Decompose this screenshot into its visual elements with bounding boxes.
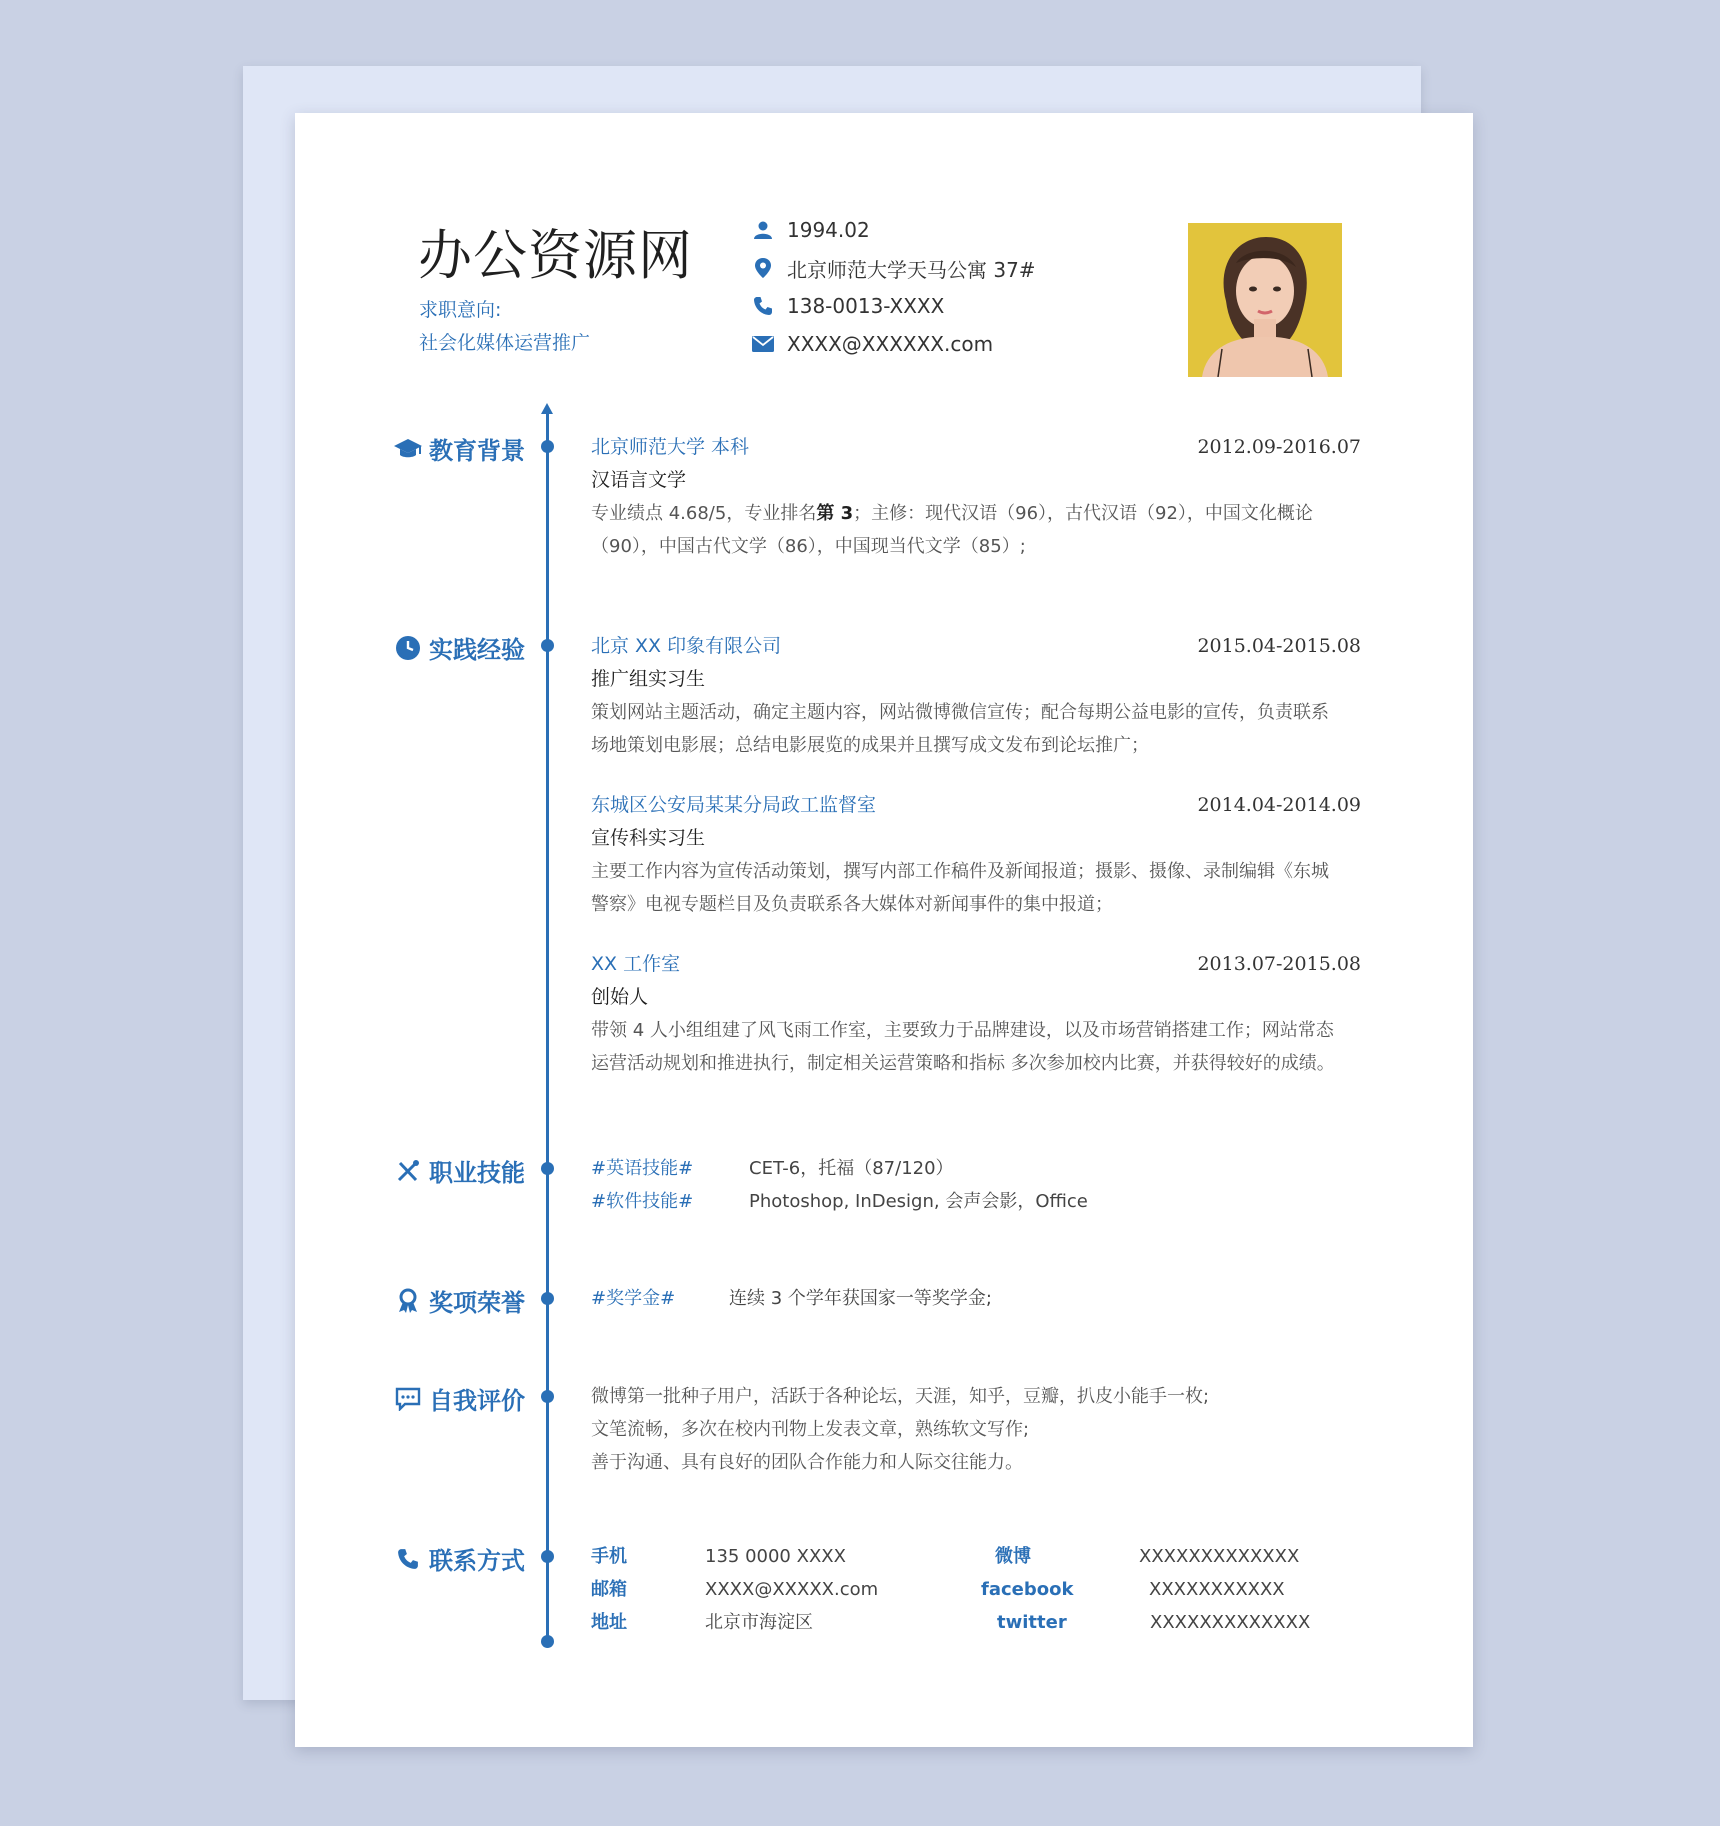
company-name: 东城区公安局某某分局政工监督室 (591, 794, 877, 816)
contact-key: 邮箱 (591, 1579, 627, 1600)
section-skills-label: 职业技能 (429, 1159, 525, 1187)
birth-row (751, 211, 1036, 249)
resume-page (295, 113, 1473, 1747)
contact-value: XXXX@XXXXX.com (705, 1579, 879, 1600)
practice-entry (591, 629, 1371, 762)
practice-date: 2013.07-2015.08 (1197, 953, 1361, 975)
education-description: 专业绩点 4.68/5，专业排名第 3；主修：现代汉语（96），古代汉语（92），中国文化概论 （90），中国古代文学（86），中国现当代文学（85）; (591, 503, 1313, 557)
phone-row (751, 287, 1036, 325)
major: 汉语言文学 (591, 469, 687, 491)
location-pin-icon (751, 256, 775, 280)
contact-value: 北京市海淀区 (705, 1612, 813, 1633)
section-education-label: 教育背景 (429, 437, 525, 465)
practice-entry (591, 947, 1371, 1080)
section-contact-title (355, 1541, 525, 1576)
section-awards-title (355, 1283, 525, 1318)
award-tag: #奖学金# (591, 1288, 676, 1309)
job-role: 宣传科实习生 (591, 827, 706, 849)
award-row (591, 1282, 992, 1315)
school-name: 北京师范大学 本科 (591, 436, 750, 458)
profile-photo (1188, 223, 1342, 377)
company-name: 北京 XX 印象有限公司 (591, 635, 782, 657)
section-self-eval-title (355, 1381, 525, 1416)
section-awards-label: 奖项荣誉 (429, 1289, 525, 1317)
timeline-dot (541, 1292, 554, 1305)
rank-highlight: 第 3 (816, 503, 854, 524)
contact-key: 地址 (591, 1612, 627, 1633)
skill-tag: #英语技能# (591, 1158, 694, 1179)
contact-value: XXXXXXXXXXX (1149, 1579, 1285, 1600)
job-intent-label: 求职意向: (419, 299, 502, 321)
self-eval-line: 微博第一批种子用户，活跃于各种论坛，天涯，知乎，豆瓣，扒皮小能手一枚; (591, 1386, 1210, 1407)
phone-icon (751, 294, 775, 318)
job-role: 推广组实习生 (591, 668, 706, 690)
contact-row (591, 1573, 1351, 1606)
birth-date: 1994.02 (787, 218, 870, 242)
contact-key: 微博 (995, 1546, 1031, 1567)
education-date: 2012.09-2016.07 (1197, 436, 1361, 458)
clock-icon (393, 633, 423, 663)
practice-date: 2015.04-2015.08 (1197, 635, 1361, 657)
skill-tag: #软件技能# (591, 1191, 694, 1212)
skill-row (591, 1152, 954, 1185)
practice-description: 主要工作内容为宣传活动策划，撰写内部工作稿件及新闻报道；摄影、摄像、录制编辑《东城 警察》电视专题栏目及负责联系各大媒体对新闻事件的集中报道； (591, 861, 1329, 915)
practice-description: 策划网站主题活动，确定主题内容，网站微博微信宣传；配合每期公益电影的宣传，负责联系 场地策划电影展；总结电影展览的成果并且撰写成文发布到论坛推广； (591, 702, 1329, 756)
section-contact-label: 联系方式 (429, 1547, 525, 1575)
timeline-dot (541, 1162, 554, 1175)
skill-value: Photoshop, InDesign, 会声会影，Office (749, 1191, 1088, 1212)
company-name: XX 工作室 (591, 953, 681, 975)
contact-row (591, 1606, 1351, 1639)
job-intent-value: 社会化媒体运营推广 (419, 332, 591, 354)
address: 北京师范大学天马公寓 37# (787, 257, 1036, 282)
timeline-dot (541, 1550, 554, 1563)
phone-icon (393, 1544, 423, 1574)
chat-bubble-icon (393, 1384, 423, 1414)
address-row (751, 249, 1036, 287)
award-value: 连续 3 个学年获国家一等奖学金; (729, 1288, 992, 1309)
phone-number: 138-0013-XXXX (787, 294, 945, 318)
timeline-end-dot (541, 1635, 554, 1648)
self-eval-line: 善于沟通、具有良好的团队合作能力和人际交往能力。 (591, 1452, 1023, 1473)
self-eval-line: 文笔流畅，多次在校内刊物上发表文章，熟练软文写作; (591, 1419, 1030, 1440)
award-ribbon-icon (393, 1286, 423, 1316)
contact-key: 手机 (591, 1546, 627, 1567)
section-practice-label: 实践经验 (429, 636, 525, 664)
timeline-dot (541, 440, 554, 453)
section-practice-title (355, 630, 525, 665)
email-address: XXXX@XXXXXX.com (787, 332, 994, 356)
skill-row (591, 1185, 1088, 1218)
candidate-name: 办公资源网 (418, 224, 693, 287)
education-entry (591, 430, 1371, 563)
contact-key: twitter (997, 1612, 1067, 1633)
skill-value: CET-6，托福（87/120） (749, 1158, 954, 1179)
contact-table (591, 1540, 1351, 1639)
timeline-line (546, 409, 549, 1641)
practice-description: 带领 4 人小组组建了风飞雨工作室，主要致力于品牌建设，以及市场营销搭建工作；网站常态 运营活动规划和推进执行，制定相关运营策略和指标 多次参加校内比赛，并获得较好的成绩。 (591, 1020, 1335, 1074)
section-self-eval-label: 自我评价 (429, 1387, 525, 1415)
tools-icon (393, 1156, 423, 1186)
contact-key: facebook (981, 1579, 1074, 1600)
job-role: 创始人 (591, 986, 649, 1008)
person-icon (751, 218, 775, 242)
personal-info (751, 211, 1036, 363)
timeline-dot (541, 1390, 554, 1403)
contact-value: XXXXXXXXXXXXX (1139, 1546, 1300, 1567)
section-education-title (355, 431, 525, 466)
contact-value: 135 0000 XXXX (705, 1546, 846, 1567)
contact-value: XXXXXXXXXXXXX (1150, 1612, 1311, 1633)
email-row (751, 325, 1036, 363)
practice-entry (591, 788, 1371, 921)
mail-icon (751, 332, 775, 356)
timeline-dot (541, 639, 554, 652)
practice-date: 2014.04-2014.09 (1197, 794, 1361, 816)
section-skills-title (355, 1153, 525, 1188)
self-evaluation (591, 1380, 1209, 1479)
contact-row (591, 1540, 1351, 1573)
graduation-cap-icon (393, 434, 423, 464)
